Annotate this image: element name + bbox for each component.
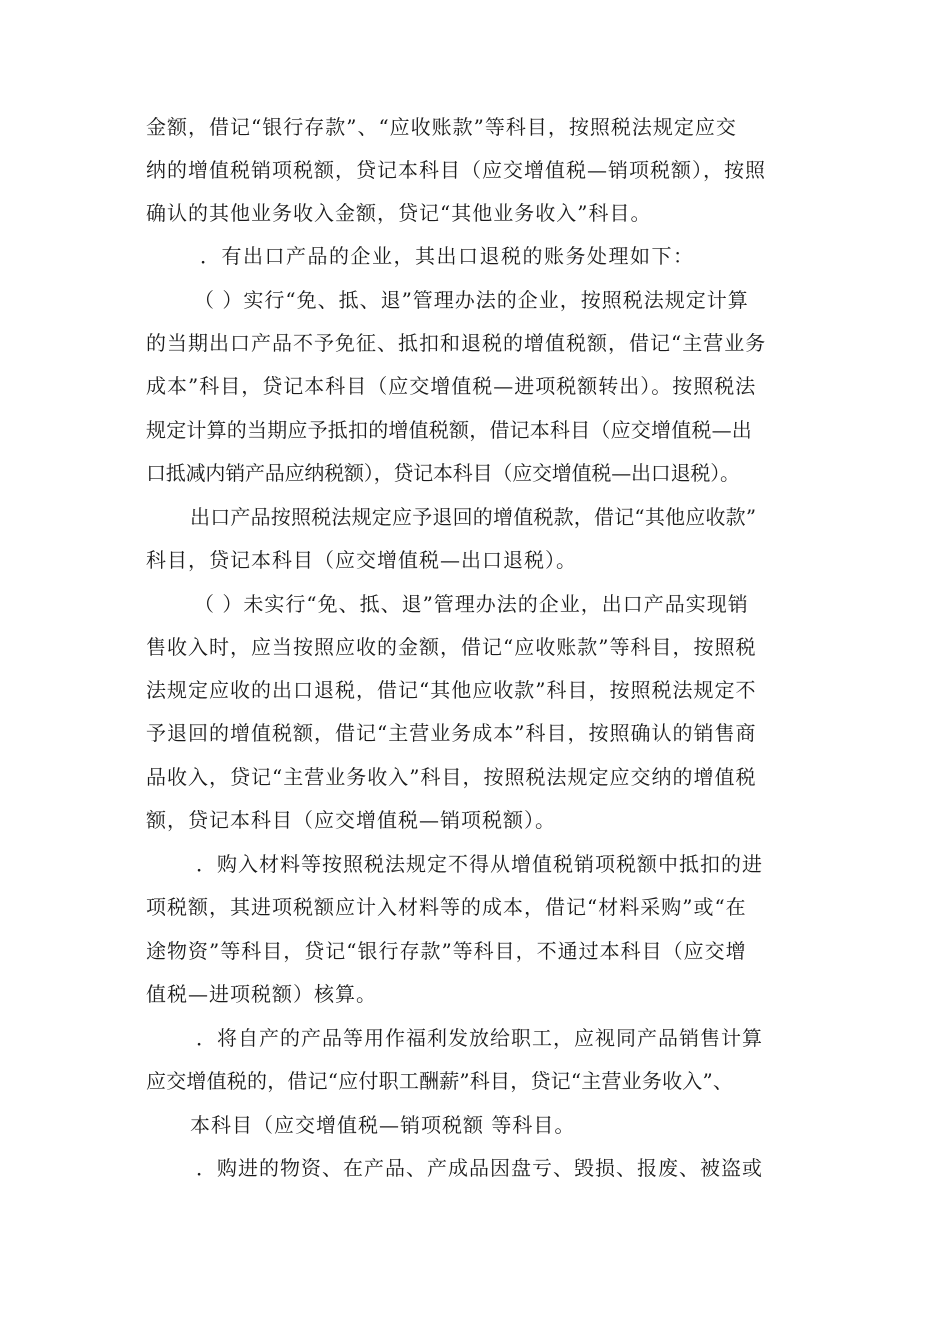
text-line: 额，贷记本科目（应交增值税—销项税额）。 — [146, 808, 556, 832]
text-line: 应交增值税的，借记“应付职工酬薪”科目，贷记“主营业务收入”、 — [146, 1069, 734, 1093]
text-line: 的当期出口产品不予免征、抵扣和退税的增值税额，借记“主营业务 — [146, 331, 767, 355]
text-line: 值税—进项税额）核算。 — [146, 982, 377, 1006]
text-line: 科目，贷记本科目（应交增值税—出口退税）。 — [146, 548, 577, 572]
text-line: 规定计算的当期应予抵扣的增值税额，借记本科目（应交增值税—出 — [146, 418, 752, 442]
text-line: 纳的增值税销项税额，贷记本科目（应交增值税—销项税额），按照 — [146, 158, 766, 182]
text-line: 途物资”等科目，贷记“银行存款”等科目，不通过本科目（应交增 — [146, 939, 747, 963]
text-line: 项税额，其进项税额应计入材料等的成本，借记“材料采购”或“在 — [146, 895, 747, 919]
text-line: 本科目（应交增值税—销项税额 等科目。 — [190, 1113, 576, 1137]
text-line: 予退回的增值税额，借记“主营业务成本”科目，按照确认的销售商 — [146, 721, 757, 745]
text-line: （ ）实行“免、抵、退”管理办法的企业，按照税法规定计算 — [194, 288, 749, 312]
text-line: 成本”科目，贷记本科目（应交增值税—进项税额转出）。按照税法 — [146, 374, 757, 398]
text-line: ．购进的物资、在产品、产成品因盘亏、毁损、报废、被盗或 — [196, 1156, 763, 1180]
text-line: 售收入时，应当按照应收的金额，借记“应收账款”等科目，按照税 — [146, 635, 757, 659]
text-line: ．将自产的产品等用作福利发放给职工，应视同产品销售计算 — [196, 1026, 763, 1050]
text-line: 确认的其他业务收入金额，贷记“其他业务收入”科目。 — [146, 201, 652, 225]
text-line: （ ）未实行“免、抵、退”管理办法的企业，出口产品实现销 — [194, 592, 749, 616]
text-line: 口抵减内销产品应纳税额），贷记本科目（应交增值税—出口退税）。 — [146, 461, 740, 485]
text-line: 出口产品按照税法规定应予退回的增值税款，借记“其他应收款” — [190, 505, 757, 529]
text-line: 金额，借记“银行存款”、“应收账款”等科目，按照税法规定应交 — [146, 115, 737, 139]
text-line: 法规定应收的出口退税，借记“其他应收款”科目，按照税法规定不 — [146, 678, 757, 702]
text-line: ．有出口产品的企业，其出口退税的账务处理如下： — [200, 244, 695, 268]
text-line: ．购入材料等按照税法规定不得从增值税销项税额中抵扣的进 — [196, 852, 763, 876]
text-line: 品收入，贷记“主营业务收入”科目，按照税法规定应交纳的增值税 — [146, 765, 757, 789]
